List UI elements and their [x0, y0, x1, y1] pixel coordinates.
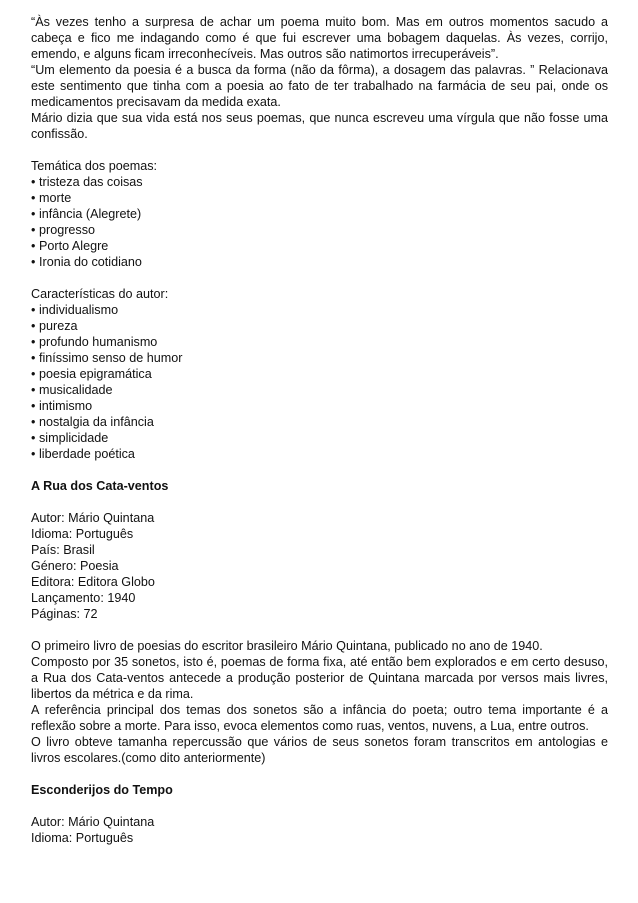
book2-title: Esconderijos do Tempo	[31, 783, 173, 797]
bullet-icon: •	[31, 175, 36, 189]
book1-detail-publisher: Editora: Editora Globo	[31, 575, 155, 589]
document-page	[31, 14, 608, 846]
book1-paragraph-2: Composto por 35 sonetos, isto é, poemas de forma fixa, até então bem explorados e em certo desuso, a Rua dos Cata-ventos antecede a produção posterior de Quintana marcada por versos mais livres, libertos da métrica e da rima.	[31, 655, 608, 701]
bullet-icon: •	[31, 447, 36, 461]
spacer	[31, 142, 608, 158]
book1-paragraph-4: O livro obteve tamanha repercussão que vários de seus sonetos foram transcritos em antologias e livros escolares.(como dito anteriormente)	[31, 735, 608, 765]
book1-detail-release: Lançamento: 1940	[31, 591, 136, 605]
spacer	[31, 622, 608, 638]
list-item: • profundo humanismo	[31, 335, 158, 349]
book1-paragraph-3: A referência principal dos temas dos sonetos são a infância do poeta; outro tema importante é a reflexão sobre a morte. Para isso, evoca elementos como ruas, ventos, nuvens, a Lua, entre outros.	[31, 703, 608, 733]
list-item: • finíssimo senso de humor	[31, 351, 183, 365]
traits-list	[31, 302, 608, 462]
intro-quote-1: “Às vezes tenho a surpresa de achar um poema muito bom. Mas em outros momentos sacudo a cabeça e fico me indagando como é que fui escrever uma bobagem daquelas. Às vezes, corrijo, emendo, e alguns ficam irreconhecíveis. Mas outros são natimortos irrecuperáveis”.	[31, 15, 608, 61]
bullet-icon: •	[31, 223, 36, 237]
list-item: • individualismo	[31, 303, 119, 317]
themes-title: Temática dos poemas:	[31, 159, 157, 173]
list-item: • morte	[31, 191, 72, 205]
bullet-icon: •	[31, 431, 36, 445]
book1-detail-country: País: Brasil	[31, 543, 95, 557]
list-item: • pureza	[31, 319, 78, 333]
bullet-icon: •	[31, 335, 36, 349]
list-item: • simplicidade	[31, 431, 109, 445]
book2-detail-author: Autor: Mário Quintana	[31, 815, 155, 829]
list-item: • progresso	[31, 223, 96, 237]
list-item: • infância (Alegrete)	[31, 207, 142, 221]
spacer	[31, 270, 608, 286]
book1-detail-language: Idioma: Português	[31, 527, 134, 541]
book1-detail-author: Autor: Mário Quintana	[31, 511, 155, 525]
bullet-icon: •	[31, 415, 36, 429]
bullet-icon: •	[31, 383, 36, 397]
list-item: • poesia epigramática	[31, 367, 152, 381]
list-item: • liberdade poética	[31, 447, 135, 461]
bullet-icon: •	[31, 303, 36, 317]
list-item: • musicalidade	[31, 383, 113, 397]
book1-detail-genre: Género: Poesia	[31, 559, 119, 573]
spacer	[31, 766, 608, 782]
book1-detail-pages: Páginas: 72	[31, 607, 98, 621]
traits-title: Características do autor:	[31, 287, 169, 301]
intro-paragraph-3: Mário dizia que sua vida está nos seus poemas, que nunca escreveu uma vírgula que não fosse uma confissão.	[31, 111, 608, 141]
bullet-icon: •	[31, 207, 36, 221]
spacer	[31, 494, 608, 510]
bullet-icon: •	[31, 191, 36, 205]
list-item: • tristeza das coisas	[31, 175, 143, 189]
bullet-icon: •	[31, 351, 36, 365]
bullet-icon: •	[31, 367, 36, 381]
spacer	[31, 798, 608, 814]
book2-detail-language: Idioma: Português	[31, 831, 134, 845]
book1-paragraph-1: O primeiro livro de poesias do escritor brasileiro Mário Quintana, publicado no ano de 1940.	[31, 639, 543, 653]
themes-list	[31, 174, 608, 270]
bullet-icon: •	[31, 255, 36, 269]
spacer	[31, 462, 608, 478]
book1-title: A Rua dos Cata-ventos	[31, 479, 169, 493]
bullet-icon: •	[31, 319, 36, 333]
list-item: • Porto Alegre	[31, 239, 109, 253]
list-item: • nostalgia da infância	[31, 415, 154, 429]
intro-quote-2: “Um elemento da poesia é a busca da forma (não da fôrma), a dosagem das palavras. ” Relacionava este sentimento que tinha com a poesia ao fato de ter trabalhado na farmácia de seu pai, onde os medicamentos precisavam da medida exata.	[31, 63, 608, 109]
list-item: • intimismo	[31, 399, 93, 413]
bullet-icon: •	[31, 399, 36, 413]
bullet-icon: •	[31, 239, 36, 253]
list-item: • Ironia do cotidiano	[31, 255, 142, 269]
